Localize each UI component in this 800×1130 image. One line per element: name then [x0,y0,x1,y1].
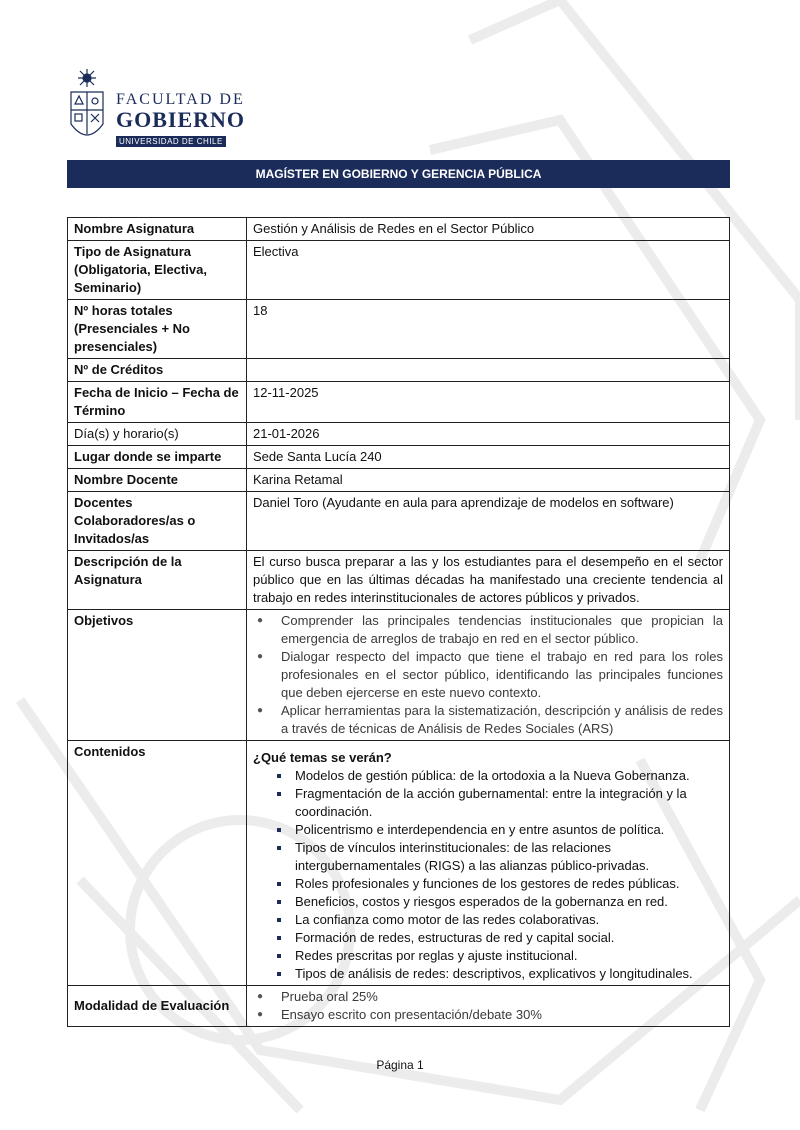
label-fechas: Fecha de Inicio – Fecha de Término [68,382,247,423]
value-colaboradores: Daniel Toro (Ayudante en aula para aprendizaje de modelos en software) [247,492,730,551]
value-tipo-asignatura: Electiva [247,241,730,300]
label-horas-totales: Nº horas totales (Presenciales + No presenciales) [68,300,247,359]
page-number: Página 1 [376,1058,424,1072]
table-row [68,359,730,382]
table-row [68,446,730,469]
label-contenidos: Contenidos [68,741,247,986]
logo-line-gobierno: GOBIERNO [116,107,246,132]
contenidos-heading: ¿Qué temas se verán? [253,750,392,765]
label-colaboradores: Docentes Colaboradores/as o Invitados/as [68,492,247,551]
table-row [68,423,730,446]
table-row [68,218,730,241]
logo-line-university: UNIVERSIDAD DE CHILE [116,136,226,147]
list-item: Policentrismo e interdependencia en y entre asuntos de política. [295,821,723,839]
list-item: Formación de redes, estructuras de red y capital social. [295,929,723,947]
evaluacion-list [253,988,723,1024]
list-item: Roles profesionales y funciones de los gestores de redes públicas. [295,875,723,893]
label-docente: Nombre Docente [68,469,247,492]
table-row [68,300,730,359]
list-item: ● Dialogar respecto del impacto que tiene el trabajo en red para los roles profesionales en el sector público, identificando las principales funciones que deben ejercerse en este nuevo contexto. [281,648,723,702]
table-row [68,741,730,986]
table-row [68,492,730,551]
list-item: Tipos de análisis de redes: descriptivos, explicativos y longitudinales. [295,965,723,983]
label-lugar: Lugar donde se imparte [68,446,247,469]
list-item: ● Prueba oral 25% [281,988,723,1006]
value-evaluacion [247,986,730,1027]
contenidos-list [253,767,723,983]
table-row [68,551,730,610]
list-item: ● Comprender las principales tendencias institucionales que propician la emergencia de arreglos de trabajo en red en el sector público. [281,612,723,648]
list-item: Fragmentación de la acción gubernamental: entre la integración y la coordinación. [295,785,723,821]
label-tipo-asignatura: Tipo de Asignatura (Obligatoria, Electiva, Seminario) [68,241,247,300]
course-info-table [67,217,730,1027]
logo-line-faculty: FACULTAD DE [116,91,245,108]
value-descripcion: El curso busca preparar a las y los estudiantes para el desempeño en el sector público que en las últimas décadas ha manifestado una creciente tendencia al trabajo en redes interinstitucionales de actores públicos y privados. [247,551,730,610]
label-nombre-asignatura: Nombre Asignatura [68,218,247,241]
faculty-wordmark [116,92,245,147]
label-evaluacion: Modalidad de Evaluación [68,986,247,1027]
table-row [68,382,730,423]
table-row [68,241,730,300]
list-item: Redes prescritas por reglas y ajuste institucional. [295,947,723,965]
table-row [68,469,730,492]
value-dias-horarios: 21-01-2026 [247,423,730,446]
value-horas-totales: 18 [247,300,730,359]
value-lugar: Sede Santa Lucía 240 [247,446,730,469]
value-fechas: 12-11-2025 [247,382,730,423]
list-item: ● Aplicar herramientas para la sistematización, descripción y análisis de redes a través de técnicas de Análisis de Redes Sociales (ARS) [281,702,723,738]
label-objetivos: Objetivos [68,610,247,741]
value-creditos [247,359,730,382]
list-item: La confianza como motor de las redes colaborativas. [295,911,723,929]
table-row [68,986,730,1027]
program-title-banner: MAGÍSTER EN GOBIERNO Y GERENCIA PÚBLICA [67,160,730,188]
table-row [68,610,730,741]
value-contenidos [247,741,730,986]
objetivos-list [253,612,723,738]
list-item: Tipos de vínculos interinstitucionales: de las relaciones intergubernamentales (RIGS) a las alianzas público-privadas. [295,839,723,875]
value-docente: Karina Retamal [247,469,730,492]
value-objetivos [247,610,730,741]
value-nombre-asignatura: Gestión y Análisis de Redes en el Sector Público [247,218,730,241]
label-descripcion: Descripción de la Asignatura [68,551,247,610]
label-creditos: Nº de Créditos [68,359,247,382]
list-item: Modelos de gestión pública: de la ortodoxia a la Nueva Gobernanza. [295,767,723,785]
list-item: Beneficios, costos y riesgos esperados de la gobernanza en red. [295,893,723,911]
label-dias-horarios: Día(s) y horario(s) [68,423,247,446]
list-item: ● Ensayo escrito con presentación/debate 30% [281,1006,723,1024]
